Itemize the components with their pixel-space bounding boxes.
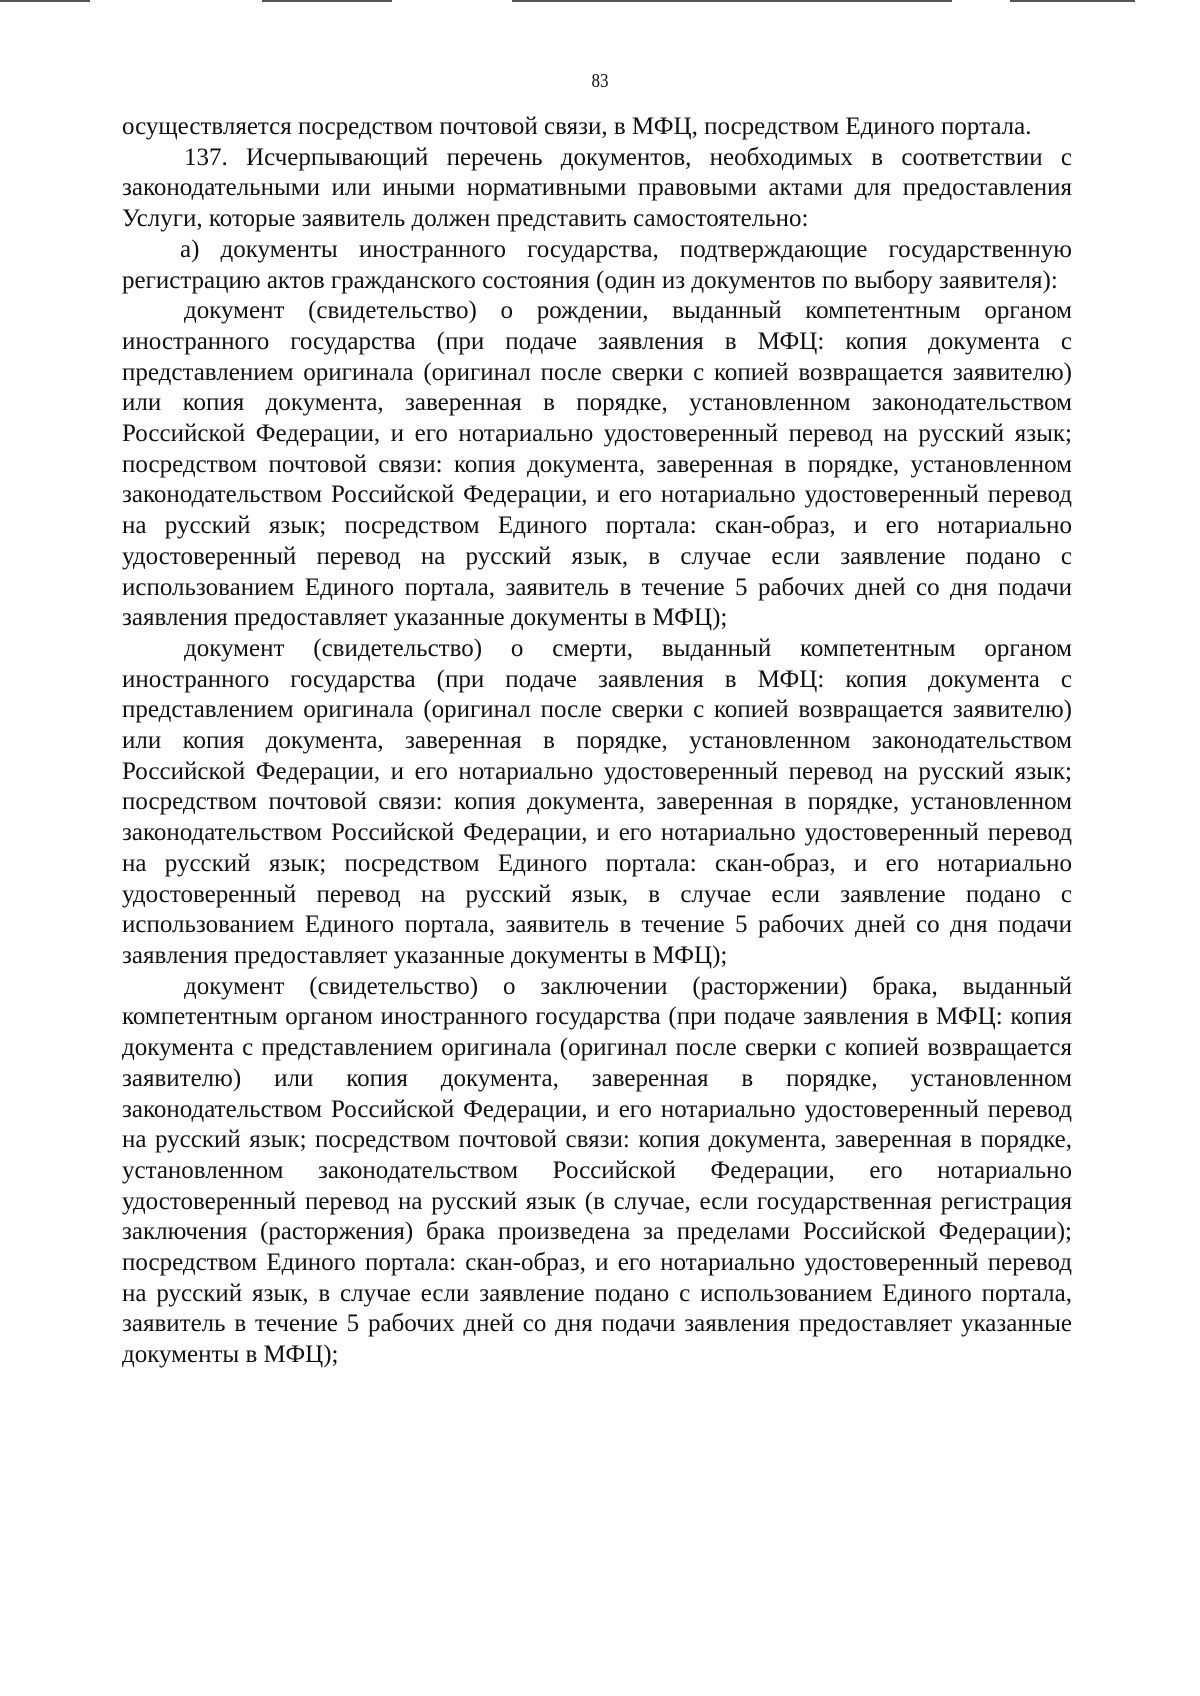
paragraph-continuation: осуществляется посредством почтовой связи, в МФЦ, посредством Единого портала. [122,113,1032,140]
paragraph-death-certificate: документ (свидетельство) о смерти, выданный компетентным органом иностранного государства (при подаче заявления в МФЦ: копия документа с представлением оригинала (оригинал после сверки с копией возвращается заявителю) или копия документа, заверенная в порядке, установленном законодательством Российской Федерации, и его нотариально удостоверенный перевод на русский язык; посредством почтовой связи: копия документа, заверенная в порядке, установленном законодательством Российской Федерации, и его нотариально удостоверенный перевод на русский язык; посредством Единого портала: скан-образ, и его нотариально удостоверенный перевод на русский язык, в случае если заявление подано с использованием Единого портала, заявитель в течение 5 рабочих дней со дня подачи заявления предоставляет указанные документы в МФЦ); [122,634,1072,969]
paragraph-subitem-a: а) документы иностранного государства, подтверждающие государственную регистрацию актов гражданского состояния (один из документов по выбору заявителя): [122,235,1072,294]
scan-mark [262,0,392,2]
document-body [122,112,1072,1371]
page-number: 83 [591,70,609,92]
scan-mark [512,0,952,2]
scan-mark [0,0,90,2]
paragraph-marriage-certificate: документ (свидетельство) о заключении (расторжении) брака, выданный компетентным органом иностранного государства (при подаче заявления в МФЦ: копия документа с представлением оригинала (оригинал после сверки с копией возвращается заявителю) или копия документа, заверенная в порядке, установленном законодательством Российской Федерации, и его нотариально удостоверенный перевод на русский язык; посредством почтовой связи: копия документа, заверенная в порядке, установленном законодательством Российской Федерации, его нотариально удостоверенный перевод на русский язык (в случае, если государственная регистрация заключения (расторжения) брака произведена за пределами Российской Федерации); посредством Единого портала: скан-образ, и его нотариально удостоверенный перевод на русский язык, в случае если заявление подано с использованием Единого портала, заявитель в течение 5 рабочих дней со дня подачи заявления предоставляет указанные документы в МФЦ); [122,972,1072,1369]
scan-edge-marks [0,0,1200,4]
paragraph-item-137: 137. Исчерпывающий перечень документов, необходимых в соответствии с законодательными или иными нормативными правовыми актами для предоставления Услуги, которые заявитель должен представить самостоятельно: [122,143,1072,233]
scan-mark [1010,0,1135,2]
paragraph-birth-certificate: документ (свидетельство) о рождении, выданный компетентным органом иностранного государства (при подаче заявления в МФЦ: копия документа с представлением оригинала (оригинал после сверки с копией возвращается заявителю) или копия документа, заверенная в порядке, установленном законодательством Российской Федерации, и его нотариально удостоверенный перевод на русский язык; посредством почтовой связи: копия документа, заверенная в порядке, установленном законодательством Российской Федерации, и его нотариально удостоверенный перевод на русский язык; посредством Единого портала: скан-образ, и его нотариально удостоверенный перевод на русский язык, в случае если заявление подано с использованием Единого портала, заявитель в течение 5 рабочих дней со дня подачи заявления предоставляет указанные документы в МФЦ); [122,297,1072,632]
